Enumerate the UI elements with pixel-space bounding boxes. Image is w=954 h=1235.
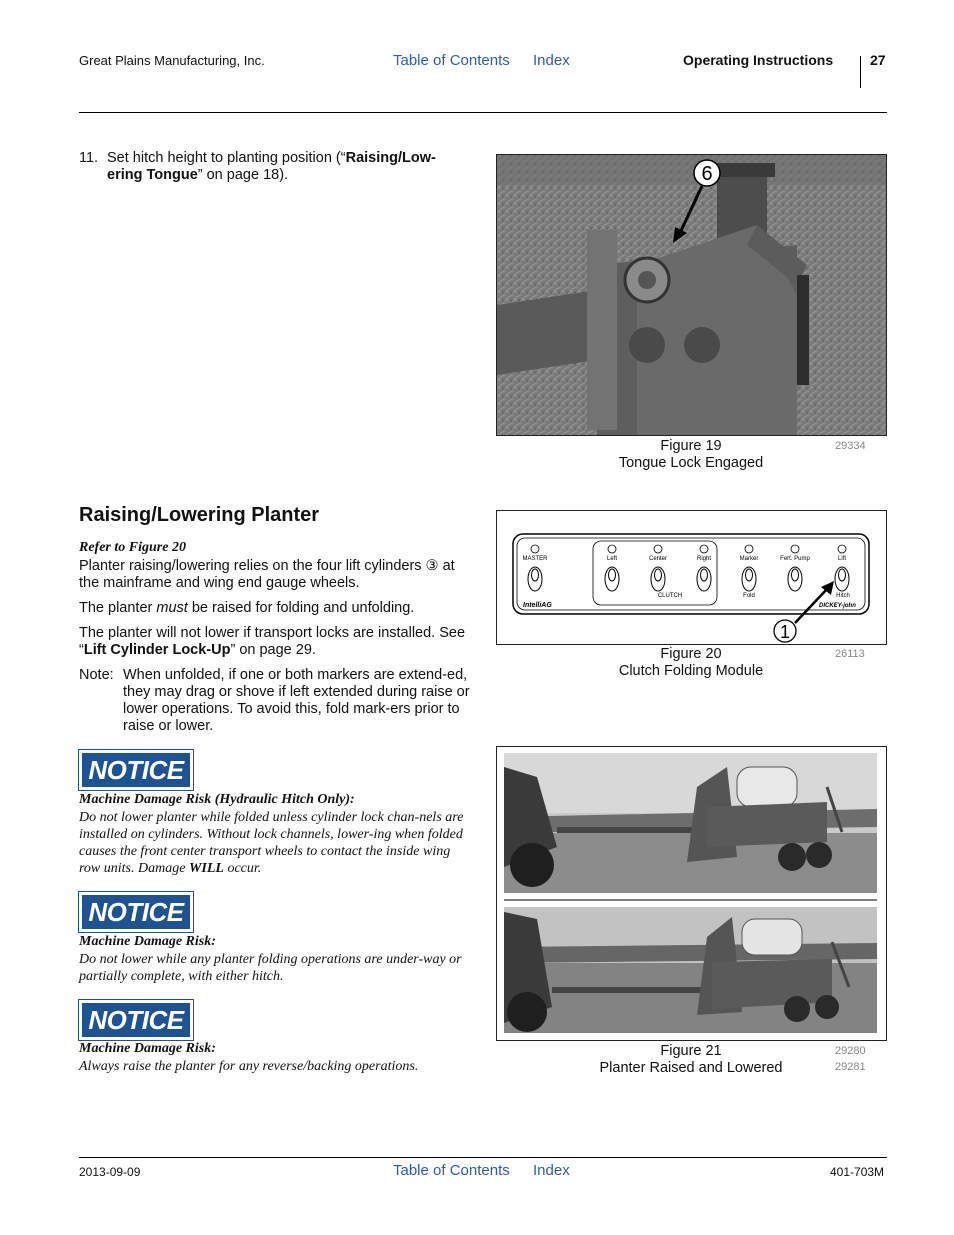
planter-photos [497, 747, 886, 1040]
indicator-led [838, 545, 846, 553]
notice-3-text: Always raise the planter for any reverse/backing operations. [79, 1059, 419, 1074]
dickey-john-logo: DICKEY-john [819, 603, 856, 609]
footer-date: 2013-09-09 [79, 1165, 141, 1179]
notice-1-text-a: Do not lower planter while folded unless cylinder lock chan-nels are installed on cylinders. Without lock channels, lower-ing when folded causes the front center transport wheels to contact the inside wing row units. Damage [79, 810, 464, 876]
toggle-switch[interactable] [697, 567, 711, 591]
hitch-label: Hitch [836, 593, 850, 599]
indicator-led [654, 545, 662, 553]
para3-b: ” on page 29. [230, 642, 316, 658]
note-text: When unfolded, if one or both markers are extend-ed, they may drag or shove if left extended during raise or lower operations. To avoid this, fold mark-ers prior to raise or lower. [123, 667, 470, 734]
indicator-led [791, 545, 799, 553]
step-text-b: ” on page 18). [197, 167, 289, 183]
switch-label: Fert. Pump [780, 556, 810, 562]
indicator-led [745, 545, 753, 553]
step-text-a: Set hitch height to planting position (“ [107, 150, 346, 166]
switch-label: MASTER [522, 556, 548, 562]
notice-2-title: Machine Damage Risk: [79, 934, 216, 949]
figure-21-id-1: 29280 [835, 1045, 866, 1057]
toggle-switch[interactable] [605, 567, 619, 591]
paragraph-transport-locks [79, 625, 474, 659]
indicator-led [700, 545, 708, 553]
figure-21-title: Planter Raised and Lowered [599, 1060, 783, 1076]
para2-em: must [156, 600, 188, 616]
footer-index-link[interactable]: Index [533, 1162, 570, 1179]
refer-figure: Refer to Figure 20 [79, 540, 186, 555]
clutch-module-diagram [497, 511, 886, 644]
tongue-lock-photo [497, 155, 886, 435]
figure-21-frame [496, 746, 887, 1041]
figure-20-title: Clutch Folding Module [618, 663, 764, 679]
toggle-switch[interactable] [835, 567, 849, 591]
toggle-switch[interactable] [788, 567, 802, 591]
notice-1-title: Machine Damage Risk (Hydraulic Hitch Only): [79, 792, 355, 807]
notice-badge-3: NOTICE [79, 1000, 193, 1040]
para3-a: The planter will not lower if transport locks are installed. See “ [79, 625, 466, 658]
switch-label: Right [696, 556, 712, 562]
figure-20-frame [496, 510, 887, 645]
figure-19-number: Figure 19 [660, 438, 722, 454]
header-divider [860, 56, 861, 88]
notice-1-text-b: occur. [223, 861, 262, 876]
callout-6: 6 [701, 163, 713, 185]
company-name: Great Plains Manufacturing, Inc. [79, 53, 265, 68]
paragraph-must-raise [79, 600, 474, 617]
toggle-switch[interactable] [528, 567, 542, 591]
figure-19-caption [580, 438, 802, 472]
figure-21-number: Figure 21 [660, 1043, 722, 1059]
figure-21-caption [580, 1043, 802, 1077]
notice-2-text: Do not lower while any planter folding operations are under-way or partially complete, with either hitch. [79, 952, 462, 984]
figure-19-frame [496, 154, 887, 436]
intelliag-logo: IntelliAG [523, 602, 552, 609]
notice-1-text [79, 809, 474, 877]
switch-label: Marker [739, 556, 759, 562]
notice-1-text-bold: WILL [188, 861, 224, 876]
figure-20-caption [580, 646, 802, 680]
figure-19-id: 29334 [835, 440, 866, 452]
figure-21-id-2: 29281 [835, 1061, 866, 1073]
notice-badge-1: NOTICE [79, 750, 193, 790]
step-xref: Raising/Low-ering Tongue [107, 150, 436, 183]
toggle-switch[interactable] [651, 567, 665, 591]
switch-label: Center [648, 556, 668, 562]
section-header: Operating Instructions [683, 52, 834, 68]
switch-label: Lift [837, 556, 847, 562]
figure-20-number: Figure 20 [660, 646, 722, 662]
figure-20-id: 26113 [835, 648, 865, 660]
clutch-label: CLUTCH [657, 593, 683, 599]
step-text [107, 150, 467, 184]
note-label: Note: [79, 667, 114, 683]
switches [522, 545, 849, 591]
footer-doc-number: 401-703M [830, 1165, 885, 1179]
section-title: Raising/Lowering Planter [79, 504, 320, 526]
fold-label: Fold [743, 593, 755, 599]
header-index-link[interactable]: Index [533, 52, 570, 69]
notice-badge-2: NOTICE [79, 892, 193, 932]
page-number: 27 [870, 52, 886, 68]
notice-3-title: Machine Damage Risk: [79, 1041, 216, 1056]
paragraph-lift-cylinders: Planter raising/lowering relies on the four lift cylinders ③ at the mainframe and wing end gauge wheels. [79, 558, 455, 591]
header-toc-link[interactable]: Table of Contents [393, 52, 510, 69]
planter-lowered-photo [504, 907, 877, 1033]
footer-rule [79, 1157, 887, 1158]
step-number: 11. [79, 150, 99, 166]
para2-b: be raised for folding and unfolding. [187, 600, 415, 616]
header-rule [79, 112, 887, 113]
switch-label: Left [606, 556, 618, 562]
indicator-led [531, 545, 539, 553]
planter-raised-photo [504, 753, 877, 893]
callout-1: 1 [779, 622, 791, 642]
para3-xref: Lift Cylinder Lock-Up [83, 642, 231, 658]
toggle-switch[interactable] [742, 567, 756, 591]
para2-a: The planter [79, 600, 157, 616]
figure-19-title: Tongue Lock Engaged [618, 455, 764, 471]
footer-toc-link[interactable]: Table of Contents [393, 1162, 510, 1179]
indicator-led [608, 545, 616, 553]
